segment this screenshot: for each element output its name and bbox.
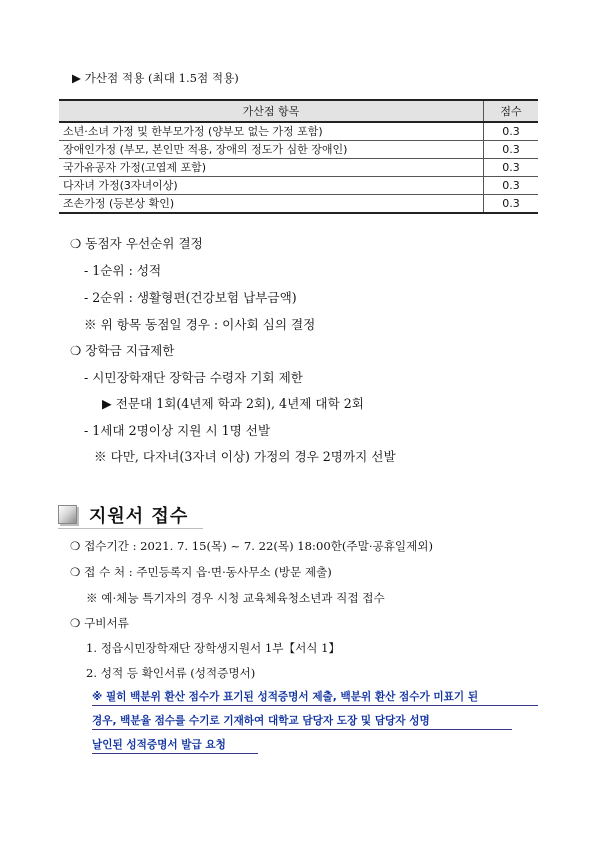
apply-period: ❍ 접수기간 : 2021. 7. 15(목) ~ 7. 22(목) 18:00한(주말·공휴일제외) — [70, 539, 434, 553]
tie-title: ❍ 동점자 우선순위 결정 — [70, 236, 203, 251]
notice-underline-2 — [92, 729, 512, 730]
section-underline — [58, 528, 203, 529]
section-bullet-icon — [58, 505, 77, 524]
notice-line-3: 날인된 성적증명서 발급 요청 — [92, 739, 226, 751]
table-header-row — [59, 100, 538, 122]
tie-note: ※ 위 항목 동점일 경우 : 이사회 심의 결정 — [84, 317, 316, 332]
table-row — [59, 177, 538, 195]
row-score: 0.3 — [484, 122, 539, 141]
row-score: 0.3 — [484, 177, 539, 195]
table-row — [59, 195, 538, 214]
tie-rank2: - 2순위 : 생활형편(건강보험 납부금액) — [84, 290, 297, 305]
limit-line2: - 1세대 2명이상 지원 시 1명 선발 — [84, 423, 271, 438]
row-score: 0.3 — [484, 141, 539, 159]
row-score: 0.3 — [484, 159, 539, 177]
header-item: 가산점 항목 — [59, 100, 484, 122]
limit-title: ❍ 장학금 지급제한 — [70, 343, 175, 358]
tie-rank1: - 1순위 : 성적 — [84, 263, 162, 278]
bonus-heading: ▶ 가산점 적용 (최대 1.5점 적용) — [72, 71, 239, 85]
notice-underline-3 — [92, 753, 258, 754]
apply-place: ❍ 접 수 처 : 주민등록지 읍·면·동사무소 (방문 제출) — [70, 565, 332, 579]
header-score: 점수 — [484, 100, 539, 122]
row-item: 국가유공자 가정(고엽제 포함) — [59, 159, 484, 177]
notice-line-1: ※ 필히 백분위 환산 점수가 표기된 성적증명서 제출, 백분위 환산 점수가 미표기 된 — [92, 691, 479, 703]
row-score: 0.3 — [484, 195, 539, 214]
doc-item-1: 1. 정읍시민장학재단 장학생지원서 1부【서식 1】 — [86, 641, 341, 655]
row-item: 장애인가정 (부모, 본인만 적용, 장애의 정도가 심한 장애인) — [59, 141, 484, 159]
limit-line1: - 시민장학재단 장학금 수령자 기회 제한 — [84, 370, 303, 385]
table-row — [59, 159, 538, 177]
doc-item-2: 2. 성적 등 확인서류 (성적증명서) — [86, 666, 256, 680]
limit-line1-sub: ▶ 전문대 1회(4년제 학과 2회), 4년제 대학 2회 — [102, 396, 364, 411]
row-item: 소년·소녀 가정 및 한부모가정 (양부모 없는 가정 포함) — [59, 122, 484, 141]
section-title: 지원서 접수 — [89, 506, 189, 527]
notice-underline-1 — [92, 705, 538, 706]
docs-title: ❍ 구비서류 — [70, 616, 129, 630]
limit-line2-note: ※ 다만, 다자녀(3자녀 이상) 가정의 경우 2명까지 선발 — [94, 449, 396, 464]
notice-line-2: 경우, 백분율 점수를 수기로 기재하여 대학교 담당자 도장 및 담당자 성명 — [92, 715, 430, 727]
row-item: 조손가정 (등본상 확인) — [59, 195, 484, 214]
table-row — [59, 122, 538, 141]
bonus-table — [59, 99, 538, 214]
apply-place-note: ※ 예·체능 특기자의 경우 시청 교육체육청소년과 직접 접수 — [86, 591, 385, 605]
table-row — [59, 141, 538, 159]
row-item: 다자녀 가정(3자녀이상) — [59, 177, 484, 195]
